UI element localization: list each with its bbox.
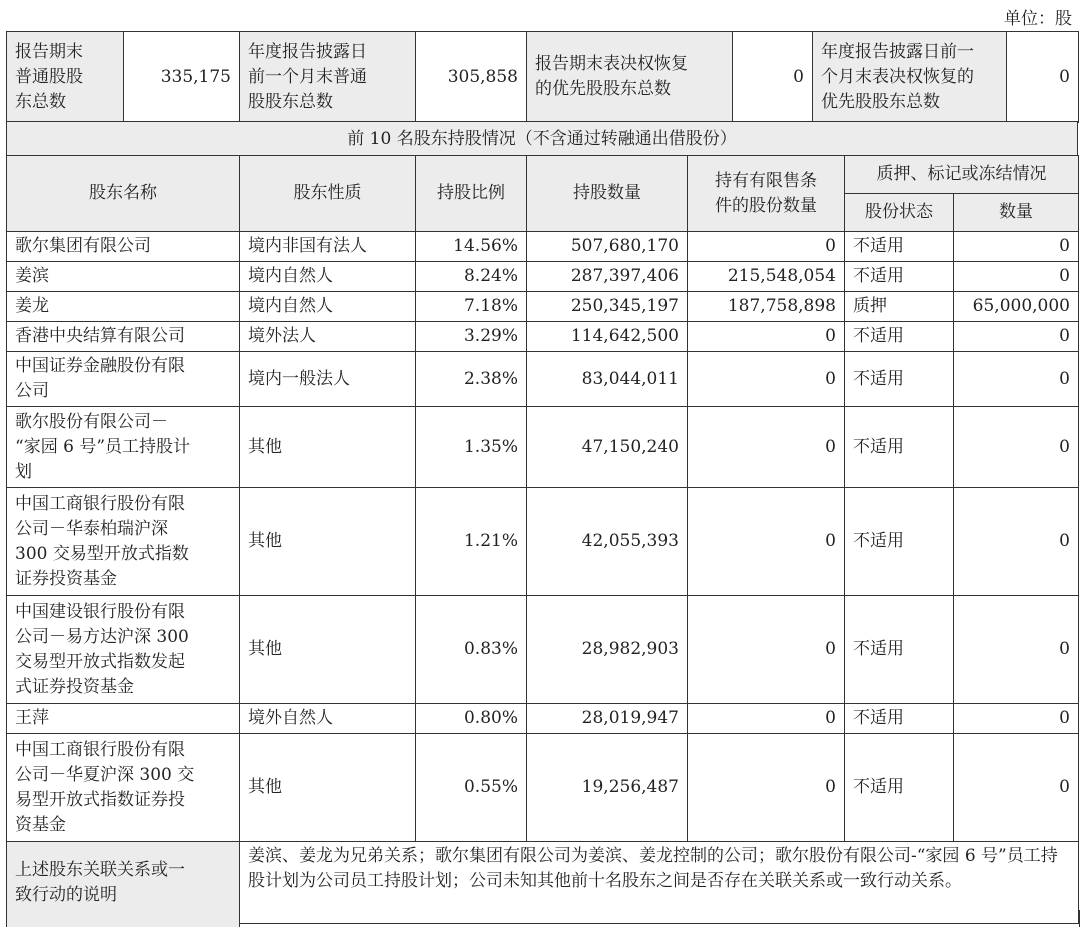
cell-ratio: 1.35%: [416, 407, 527, 488]
cell-nature: 其他: [240, 488, 416, 596]
header-nature: 股东性质: [240, 156, 416, 232]
cell-pledge-qty: 0: [954, 407, 1079, 488]
cell-name: 中国建设银行股份有限 公司－易方达沪深 300 交易型开放式指数发起 式证券投资基金: [7, 596, 240, 704]
header-restricted: 持有有限售条 件的股份数量: [688, 156, 845, 232]
summary-value-preferred-holders: 0: [733, 32, 813, 123]
cell-ratio: 0.55%: [416, 734, 527, 842]
cell-status: 不适用: [845, 704, 954, 734]
cell-pledge-qty: 0: [954, 734, 1079, 842]
cell-pledge-qty: 0: [954, 262, 1079, 292]
shareholder-table: [6, 155, 1079, 924]
cell-nature: 境内自然人: [240, 292, 416, 322]
cell-name: 歌尔集团有限公司: [7, 232, 240, 262]
unit-label: 单位：股: [1004, 9, 1072, 29]
cell-name: 中国证券金融股份有限 公司: [7, 352, 240, 407]
cell-quantity: 114,642,500: [527, 322, 688, 352]
cell-restricted: 0: [688, 488, 845, 596]
cell-restricted: 0: [688, 232, 845, 262]
cell-name: 中国工商银行股份有限 公司－华夏沪深 300 交 易型开放式指数证券投 资基金: [7, 734, 240, 842]
table-row: [7, 596, 1079, 704]
cell-pledge-qty: 0: [954, 488, 1079, 596]
cell-quantity: 287,397,406: [527, 262, 688, 292]
cell-ratio: 0.83%: [416, 596, 527, 704]
cell-restricted: 0: [688, 352, 845, 407]
header-ratio: 持股比例: [416, 156, 527, 232]
cell-pledge-qty: 0: [954, 596, 1079, 704]
cell-name: 中国工商银行股份有限 公司－华泰柏瑞沪深 300 交易型开放式指数 证券投资基金: [7, 488, 240, 596]
cell-nature: 其他: [240, 407, 416, 488]
section-banner: [6, 121, 1078, 157]
cell-status: 不适用: [845, 488, 954, 596]
cell-nature: 其他: [240, 734, 416, 842]
cell-status: 不适用: [845, 322, 954, 352]
cell-name: 王萍: [7, 704, 240, 734]
truncated-label-cell: [7, 910, 240, 927]
summary-value-prior-month-holders: 305,858: [416, 32, 527, 123]
cell-restricted: 0: [688, 596, 845, 704]
cell-nature: 境内一般法人: [240, 352, 416, 407]
table-row: [7, 352, 1079, 407]
table-row: [7, 488, 1079, 596]
table-row: [7, 734, 1079, 842]
table-row: [7, 704, 1079, 734]
cell-pledge-qty: 0: [954, 322, 1079, 352]
cell-restricted: 215,548,054: [688, 262, 845, 292]
cell-status: 不适用: [845, 232, 954, 262]
cell-status: 不适用: [845, 352, 954, 407]
cell-status: 不适用: [845, 262, 954, 292]
cell-nature: 境内自然人: [240, 262, 416, 292]
cell-quantity: 47,150,240: [527, 407, 688, 488]
cell-quantity: 250,345,197: [527, 292, 688, 322]
table-row: [7, 232, 1079, 262]
cell-ratio: 3.29%: [416, 322, 527, 352]
cell-restricted: 0: [688, 704, 845, 734]
table-row: [7, 262, 1079, 292]
cell-pledge-qty: 65,000,000: [954, 292, 1079, 322]
cell-quantity: 19,256,487: [527, 734, 688, 842]
summary-label-preferred-holders: 报告期末表决权恢复 的优先股股东总数: [527, 32, 733, 123]
table-row: [7, 407, 1079, 488]
header-name: 股东名称: [7, 156, 240, 232]
summary-value-prior-month-preferred: 0: [1007, 32, 1079, 123]
cell-ratio: 8.24%: [416, 262, 527, 292]
cell-restricted: 187,758,898: [688, 292, 845, 322]
cell-quantity: 507,680,170: [527, 232, 688, 262]
cell-status: 不适用: [845, 734, 954, 842]
section-title: 前 10 名股东持股情况（不含通过转融通出借股份）: [7, 122, 1078, 157]
header-pledge-qty: 数量: [954, 194, 1079, 232]
cell-nature: 其他: [240, 596, 416, 704]
cell-pledge-qty: 0: [954, 704, 1079, 734]
cell-status: 不适用: [845, 407, 954, 488]
relation-label: 上述股东关联关系或一 致行动的说明: [7, 842, 240, 924]
summary-value-common-holders: 335,175: [124, 32, 240, 123]
cell-name: 香港中央结算有限公司: [7, 322, 240, 352]
truncated-next-row: [6, 910, 1080, 927]
cell-restricted: 0: [688, 734, 845, 842]
cell-pledge-qty: 0: [954, 352, 1079, 407]
cell-quantity: 83,044,011: [527, 352, 688, 407]
summary-table: [6, 31, 1079, 123]
header-pledge: 质押、标记或冻结情况: [845, 156, 1079, 194]
header-quantity: 持股数量: [527, 156, 688, 232]
cell-quantity: 28,019,947: [527, 704, 688, 734]
table-row: [7, 322, 1079, 352]
cell-ratio: 14.56%: [416, 232, 527, 262]
header-pledge-status: 股份状态: [845, 194, 954, 232]
cell-nature: 境内非国有法人: [240, 232, 416, 262]
cell-restricted: 0: [688, 322, 845, 352]
cell-pledge-qty: 0: [954, 232, 1079, 262]
cell-ratio: 0.80%: [416, 704, 527, 734]
summary-label-prior-month-preferred: 年度报告披露日前一 个月末表决权恢复的 优先股股东总数: [813, 32, 1007, 123]
cell-quantity: 28,982,903: [527, 596, 688, 704]
cell-name: 歌尔股份有限公司－ “家园 6 号”员工持股计 划: [7, 407, 240, 488]
cell-nature: 境外自然人: [240, 704, 416, 734]
relation-text: 姜滨、姜龙为兄弟关系；歌尔集团有限公司为姜滨、姜龙控制的公司；歌尔股份有限公司-“家园 6 号”员工持股计划为公司员工持股计划；公司未知其他前十名股东之间是否存在关联关系或一致行动关系。: [240, 842, 1079, 924]
cell-ratio: 7.18%: [416, 292, 527, 322]
cell-status: 质押: [845, 292, 954, 322]
cell-name: 姜滨: [7, 262, 240, 292]
cell-status: 不适用: [845, 596, 954, 704]
summary-label-common-holders: 报告期末 普通股股 东总数: [7, 32, 124, 123]
cell-name: 姜龙: [7, 292, 240, 322]
cell-ratio: 1.21%: [416, 488, 527, 596]
cell-ratio: 2.38%: [416, 352, 527, 407]
summary-label-prior-month-holders: 年度报告披露日 前一个月末普通 股股东总数: [240, 32, 416, 123]
cell-quantity: 42,055,393: [527, 488, 688, 596]
cell-restricted: 0: [688, 407, 845, 488]
table-row: [7, 292, 1079, 322]
cell-nature: 境外法人: [240, 322, 416, 352]
